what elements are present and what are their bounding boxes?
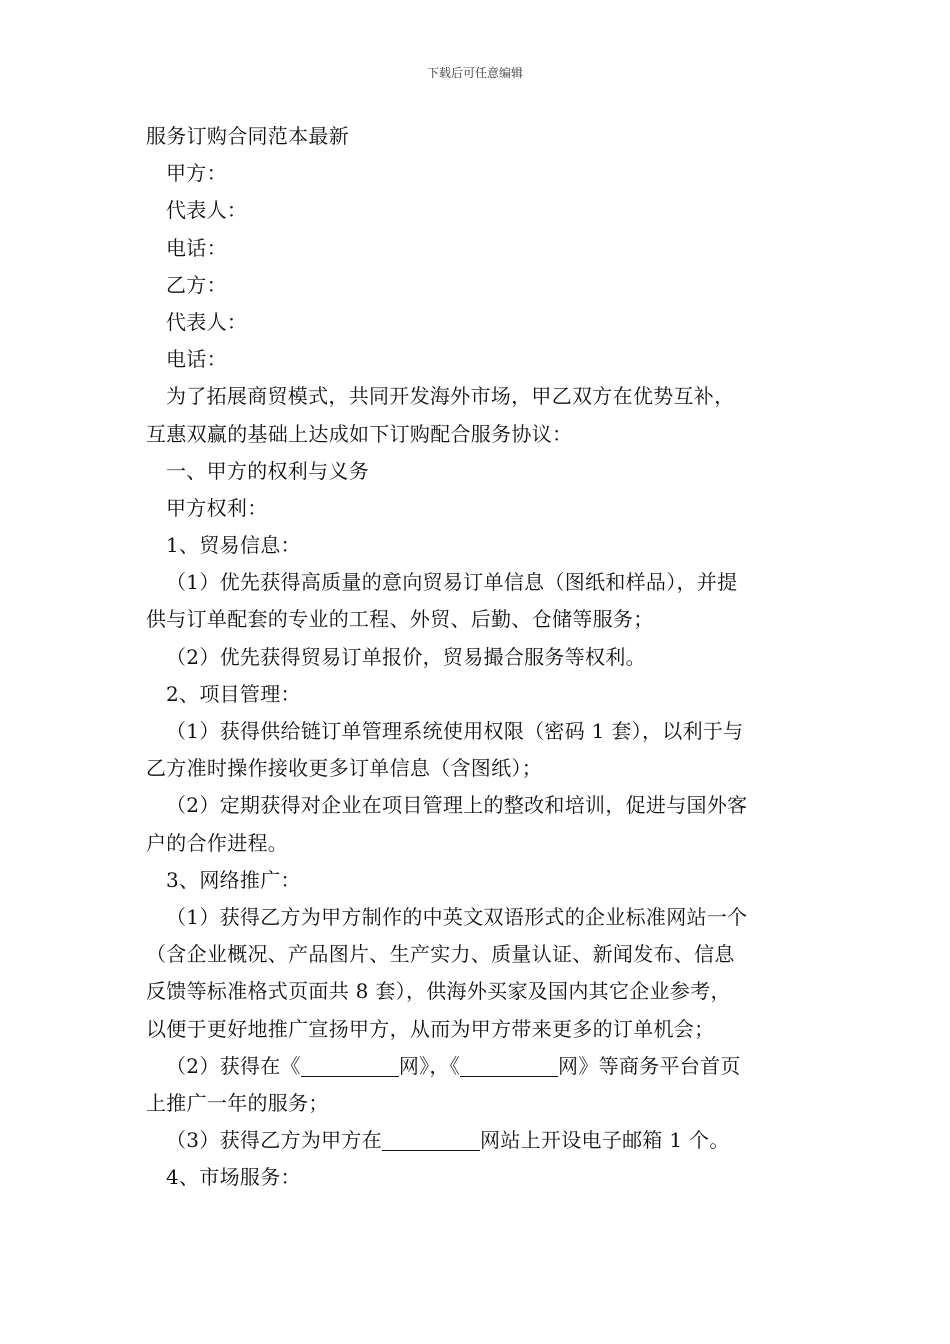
fill-in-blank-website-1 (301, 1056, 399, 1077)
item-2-1-line-2: 乙方准时操作接收更多订单信息（含图纸）； (146, 756, 542, 781)
party-a-representative: 代表人： (166, 198, 248, 223)
party-a-label: 甲方： (166, 161, 227, 186)
fill-in-blank-website-2 (460, 1056, 558, 1077)
item-2-2-line-2: 户的合作进程。 (146, 830, 289, 855)
document-body (146, 118, 808, 1196)
fill-in-blank-website-3 (382, 1130, 480, 1151)
party-b-representative: 代表人： (166, 309, 248, 334)
item-3-3-prefix: （3）获得乙方为甲方在 (166, 1128, 383, 1153)
item-3-1-line-2: （含企业概况、产品图片、生产实力、质量认证、新闻发布、信息 (146, 942, 735, 967)
item-2-1-line-1: （1）获得供给链订单管理系统使用权限（密码 1 套），以利于与 (166, 719, 744, 743)
party-b-phone: 电话： (166, 347, 227, 372)
party-b-label: 乙方： (166, 272, 227, 297)
item-3-heading: 3、网络推广： (166, 867, 301, 892)
item-4-heading: 4、市场服务： (166, 1165, 301, 1190)
item-3-3 (146, 1122, 808, 1159)
intro-paragraph-line-1: 为了拓展商贸模式，共同开发海外市场，甲乙双方在优势互补， (166, 384, 735, 409)
item-3-1-line-4: 以便于更好地推广宣扬甲方，从而为甲方带来更多的订单机会； (146, 1016, 715, 1041)
item-1-2: （2）优先获得贸易订单报价，贸易撮合服务等权利。 (166, 644, 646, 669)
item-3-2-suffix: 网》等商务平台首页 (558, 1053, 741, 1078)
item-3-1-line-3: 反馈等标准格式页面共 8 套），供海外买家及国内其它企业参考， (146, 979, 731, 1004)
item-1-1-line-2: 供与订单配套的专业的工程、外贸、后勤、仓储等服务； (146, 607, 654, 632)
item-3-2-line-2: 上推广一年的服务； (146, 1090, 329, 1115)
section-heading-1: 一、甲方的权利与义务 (166, 458, 369, 483)
item-2-heading: 2、项目管理： (166, 681, 301, 706)
item-3-3-suffix: 网站上开设电子邮箱 1 个。 (480, 1128, 730, 1153)
item-3-1-line-1: （1）获得乙方为甲方制作的中英文双语形式的企业标准网站一个 (166, 904, 748, 929)
page-header-note: 下载后可任意编辑 (426, 66, 523, 80)
intro-paragraph-line-2: 互惠双赢的基础上达成如下订购配合服务协议： (146, 421, 573, 446)
item-2-2-line-1: （2）定期获得对企业在项目管理上的整改和培训，促进与国外客 (166, 793, 748, 818)
party-a-phone: 电话： (166, 235, 227, 260)
item-1-heading: 1、贸易信息： (166, 533, 301, 558)
item-3-2-middle: 网》，《 (398, 1053, 461, 1078)
item-3-2-prefix: （2）获得在《 (166, 1053, 301, 1078)
document-title: 服务订购合同范本最新 (146, 124, 349, 148)
rights-heading: 甲方权利： (166, 495, 268, 520)
item-3-2-line-1 (146, 1048, 808, 1085)
item-1-1-line-1: （1）优先获得高质量的意向贸易订单信息（图纸和样品），并提 (166, 570, 738, 595)
